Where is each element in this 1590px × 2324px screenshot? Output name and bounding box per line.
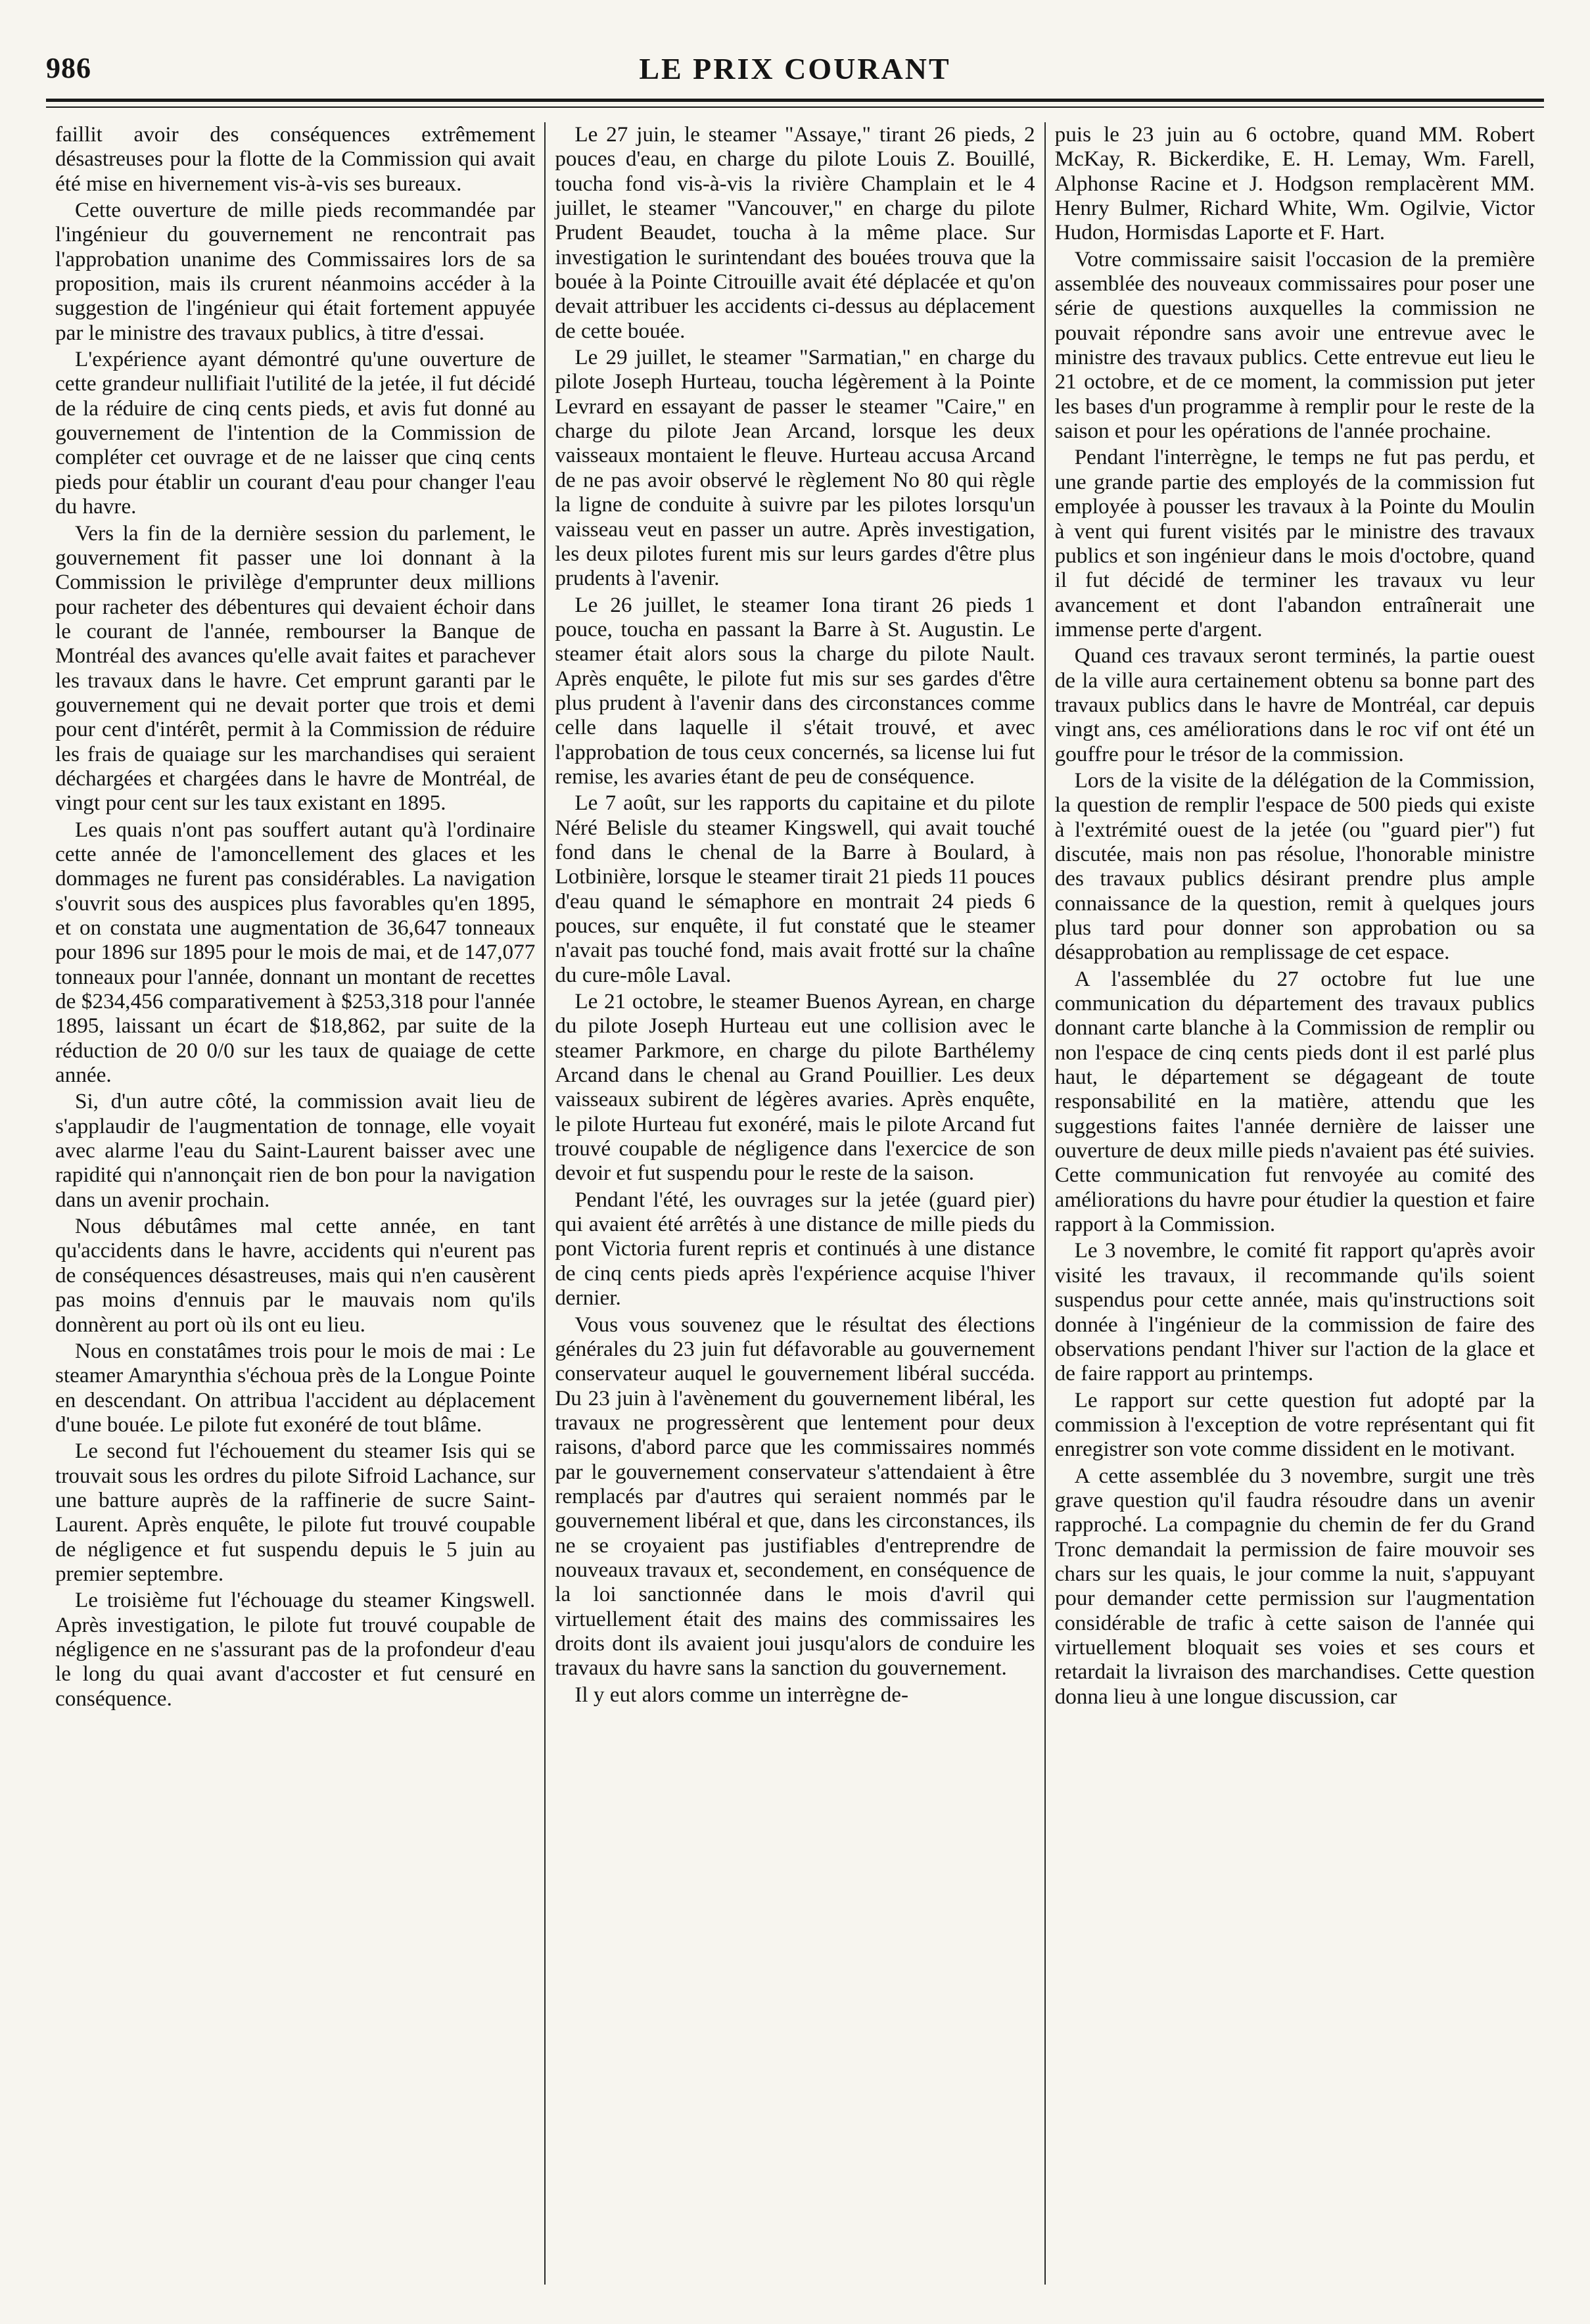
paragraph: Le 29 juillet, le steamer "Sarmatian," en charge du pilote Joseph Hurteau, toucha légèrement à la Pointe Levrard en essayant de passer le steamer "Caire," en charge du pilote Jean Arcand, lorsque les deux vaisseaux montaient le fleuve. Hurteau accusa Arcand de ne pas avoir observé le règlement No 80 qui règle la ligne de conduite à suivre par les pilotes lorsqu'un vaisseau veut en passer un autre. Après investigation, les deux pilotes furent mis sur leurs gardes d'être plus prudents à l'avenir. — [555, 345, 1035, 591]
paragraph: A l'assemblée du 27 octobre fut lue une communication du département des travaux publics donnant carte blanche à la Commission de remplir ou non l'espace de cinq cents pieds dont il est parlé plus haut, le département se dégageant de toute responsabilité en la matière, attendu que les suggestions faites l'année dernière de laisser une ouverture de deux mille pieds n'avaient pas été suivies. Cette communication fut renvoyée au comité des améliorations du havre pour étudier la question et faire rapport à la Commission. — [1054, 966, 1535, 1237]
paragraph: Pendant l'interrègne, le temps ne fut pas perdu, et une grande partie des employés de la commission fut employée à pousser les travaux à la Pointe du Moulin à vent qui furent visités par le ministre des travaux publics et son ingénieur dans le mois d'octobre, quand il fut décidé de terminer les travaux vu leur avancement et dont l'abandon entraînerait une immense perte d'argent. — [1054, 445, 1535, 641]
paragraph: Le 7 août, sur les rapports du capitaine et du pilote Néré Belisle du steamer Kingswell, qui avait touché fond dans le chenal de la Barre à Boulard, à Lotbinière, lorsque le steamer tirait 21 pieds 11 pouces d'eau quand le sémaphore en montrait 24 pieds 6 pouces, sur enquête, il fut constaté que le steamer n'avait pas touché fond, mais avait frotté sur la chaîne du cure-môle Laval. — [555, 791, 1035, 987]
journal-title: LE PRIX COURANT — [639, 52, 951, 85]
paragraph: Le rapport sur cette question fut adopté par la commission à l'exception de votre représentant qui fit enregistrer son vote comme dissident en le motivant. — [1054, 1387, 1535, 1462]
paragraph: faillit avoir des conséquences extrêmement désastreuses pour la flotte de la Commission qui avait été mise en hivernement vis-à-vis ses bureaux. — [55, 122, 536, 196]
paragraph: Il y eut alors comme un interrègne de- — [574, 1682, 909, 1707]
paragraph: Pendant l'été, les ouvrages sur la jetée (guard pier) qui avaient été arrêtés à une distance de mille pieds du pont Victoria furent repris et continués à une distance de cinq cents pieds après l'expérience acquise l'hiver dernier. — [555, 1187, 1035, 1311]
paragraph: Cette ouverture de mille pieds recommandée par l'ingénieur du gouvernement ne rencontrait pas l'approbation unanime des Commissaires lors de sa proposition, mais ils crurent néanmoins accéder à la suggestion de l'ingénieur qui était fortement appuyée par le ministre des travaux publics, à titre d'essai. — [55, 198, 536, 345]
paragraph: Le 21 octobre, le steamer Buenos Ayrean, en charge du pilote Joseph Hurteau eut une collision avec le steamer Parkmore, en charge du pilote Barthélemy Arcand dans le chenal au Grand Pouillier. Les deux vaisseaux subirent de légères avaries. Après enquête, le pilote Hurteau fut exonéré, mais le pilote Arcand fut trouvé coupable de négligence dans l'exercice de son devoir et fut suspendu pour le reste de la saison. — [555, 989, 1035, 1186]
column-2 — [544, 122, 1044, 2285]
paragraph: Vous vous souvenez que le résultat des élections générales du 23 juin fut défavorable au gouvernement conservateur auquel le gouvernement libéral succéda. Du 23 juin à l'avènement du gouvernement libéral, les travaux ne progressèrent que lentement pour deux raisons, d'abord parce que les commissaires nommés par le gouvernement conservateur s'attendaient à être remplacés par d'autres qui seraient nommés par le gouvernement libéral et que, dans les circonstances, ils ne se croyaient pas justifiables d'entreprendre de nouveaux travaux et, secondement, en conséquence de la loi sanctionnée dans le mois d'avril qui virtuellement était des mains des commissaires les droits dont ils avaient joui jusqu'alors de conduire les travaux du havre sans la sanction du gouvernement. — [555, 1312, 1035, 1681]
paragraph: Le 27 juin, le steamer "Assaye," tirant 26 pieds, 2 pouces d'eau, en charge du pilote Louis Z. Bouillé, toucha fond vis-à-vis la rivière Champlain et le 4 juillet, le steamer "Vancouver," en charge du pilote Prudent Beaudet, toucha à la même place. Sur investigation le surintendant des bouées trouva que la bouée à la Pointe Citrouille avait été déplacée et qu'on devait attribuer les accidents ci-dessus au déplacement de cette bouée. — [555, 122, 1035, 343]
paragraph: Quand ces travaux seront terminés, la partie ouest de la ville aura certainement obtenu sa bonne part des travaux publics dans le havre de Montréal, car depuis vingt ans, ces améliorations dans le roc vif ont été un gouffre pour le trésor de la commission. — [1054, 643, 1535, 766]
paragraph: Les quais n'ont pas souffert autant qu'à l'ordinaire cette année de l'amoncellement des glaces et les dommages ne furent pas considérables. La navigation s'ouvrit sous des auspices plus favorables qu'en 1895, et on constata une augmentation de 36,647 tonneaux pour 1896 sur 1895 pour le mois de mai, et de 147,077 tonneaux pour l'année, donnant un montant de recettes de $234,456 comparativement à $253,318 pour l'année 1895, laissant un écart de $18,862, par suite de la réduction de 20 0/0 sur les taux de quaiage de cette année. — [55, 817, 536, 1088]
paragraph: Votre commissaire saisit l'occasion de la première assemblée des nouveaux commissaires pour poser une série de questions auxquelles la commission ne pouvait répondre sans avoir une entrevue avec le ministre des travaux publics. Cette entrevue eut lieu le 21 octobre, et de ce moment, la commission put jeter les bases d'un programme à remplir pour le reste de la saison et pour les opérations de l'année prochaine. — [1054, 246, 1535, 444]
article-columns — [46, 122, 1544, 2285]
paragraph: Le troisième fut l'échouage du steamer Kingswell. Après investigation, le pilote fut trouvé coupable de négligence en ne s'assurant pas de la profondeur d'eau le long du quai avant d'accoster et fut censuré en conséquence. — [55, 1588, 536, 1711]
paragraph: L'expérience ayant démontré qu'une ouverture de cette grandeur nullifiait l'utilité de la jetée, il fut décidé de la réduire de cinq cents pieds, et avis fut donné au gouvernement de l'intention de la Commission de compléter cet ouvrage et de ne laisser que cinq cents pieds pour établir un courant d'eau pour changer l'eau du havre. — [55, 347, 536, 519]
paragraph: puis le 23 juin au 6 octobre, quand MM. Robert McKay, R. Bickerdike, E. H. Lemay, Wm. Farell, Alphonse Racine et J. Hodgson remplacèrent MM. Henry Bulmer, Richard White, Wm. Ogilvie, Victor Hudon, Hormisdas Laporte et F. Hart. — [1054, 122, 1535, 245]
paragraph: Nous débutâmes mal cette année, en tant qu'accidents dans le havre, accidents qui n'eurent pas de conséquences désastreuses, mais qui n'en causèrent pas moins d'ennuis par le mauvais nom qu'ils donnèrent au port où ils ont eu lieu. — [55, 1214, 536, 1337]
header-rule-thin — [46, 106, 1544, 108]
header-rule-thick — [46, 99, 1544, 102]
column-1 — [46, 122, 544, 2285]
column-3 — [1044, 122, 1544, 2285]
page-number: 986 — [46, 52, 91, 84]
page-header — [46, 51, 1544, 97]
paragraph: Le 3 novembre, le comité fit rapport qu'après avoir visité les travaux, il recommande qu'ils soient suspendus pour cette année, mais qu'instructions soit donnée à l'ingénieur de la commission de faire des observations pendant l'hiver sur l'action de la glace et de faire rapport au printemps. — [1054, 1238, 1535, 1386]
paragraph: Le 26 juillet, le steamer Iona tirant 26 pieds 1 pouce, toucha en passant la Barre à St. Augustin. Le steamer était alors sous la charge du pilote Nault. Après enquête, le pilote fut mis sur ses gardes d'être plus prudent à l'avenir dans des circonstances comme celle dans laquelle il s'était trouvé, et avec l'approbation de tous ceux concernés, sa license lui fut remise, les avaries étant de peu de conséquence. — [555, 592, 1035, 789]
paragraph: Si, d'un autre côté, la commission avait lieu de s'applaudir de l'augmentation de tonnage, elle voyait avec alarme l'eau du Saint-Laurent baisser avec une rapidité qui n'annonçait rien de bon pour la navigation dans un avenir prochain. — [55, 1089, 536, 1212]
paragraph: Lors de la visite de la délégation de la Commission, la question de remplir l'espace de 500 pieds qui existe à l'extrémité ouest de la jetée (ou "guard pier") fut discutée, mais non pas résolue, l'honorable ministre des travaux publics désirant prendre plus ample connaissance de la question, remit à quelques jours plus tard pour donner son approbation ou sa désapprobation au remplissage de cet espace. — [1054, 768, 1535, 965]
paragraph: Vers la fin de la dernière session du parlement, le gouvernement fit passer une loi donnant à la Commission le privilège d'emprunter deux millions pour racheter des débentures qui devaient échoir dans le courant de l'année, rembourser la Banque de Montréal des avances qu'elle avait faites et parachever les travaux dans le havre. Cet emprunt garanti par le gouvernement qui ne devait porter que trois et demi pour cent d'intérêt, permit à la Commission de réduire les frais de quaiage sur les marchandises qui seraient déchargées et chargées dans le havre de Montréal, de vingt pour cent sur les taux existant en 1895. — [55, 521, 536, 816]
paragraph: A cette assemblée du 3 novembre, surgit une très grave question qu'il faudra résoudre dans un avenir rapproché. La compagnie du chemin de fer du Grand Tronc demandait la permission de faire mouvoir ses chars sur les quais, le jour comme la nuit, s'appuyant pour demander cette permission sur l'augmentation considérable de trafic à cette saison de l'année qui virtuellement bloquait ses voies et ses cours et retardait la livraison des marchandises. Cette question donna lieu à une longue discussion, car — [1054, 1463, 1535, 1709]
paragraph: Nous en constatâmes trois pour le mois de mai : Le steamer Amarynthia s'échoua près de la Longue Pointe en descendant. On attribua l'accident au déplacement d'une bouée. Le pilote fut exonéré de tout blâme. — [55, 1338, 536, 1437]
paragraph: Le second fut l'échouement du steamer Isis qui se trouvait sous les ordres du pilote Sifroid Lachance, sur une batture auprès de la raffinerie de sucre Saint-Laurent. Après enquête, le pilote fut trouvé coupable de négligence et fut suspendu depuis le 5 juin au premier septembre. — [55, 1439, 536, 1586]
